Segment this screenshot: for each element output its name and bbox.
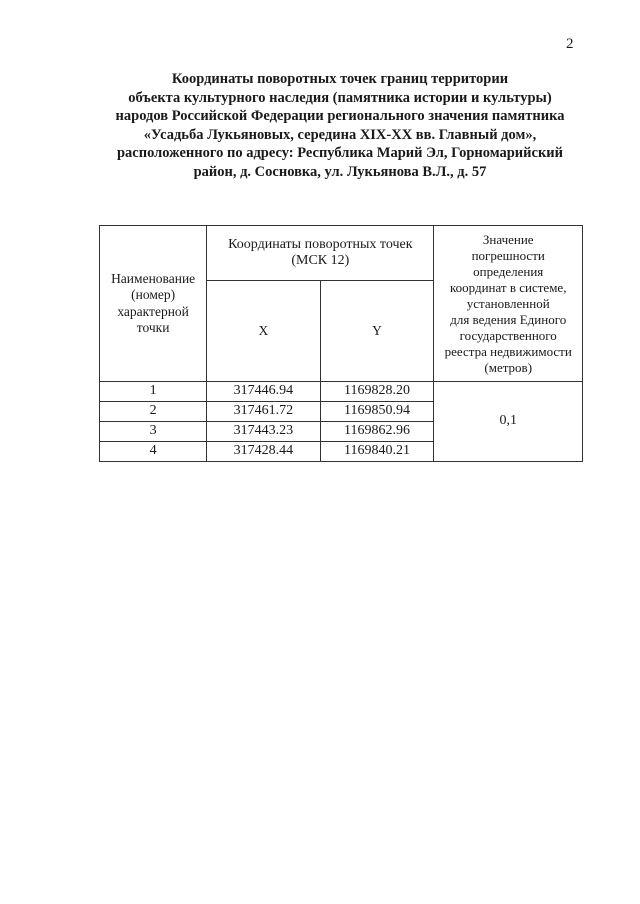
cell-y: 1169862.96 [320, 422, 434, 442]
header-y: Y [320, 281, 434, 382]
header-error-line: реестра недвижимости [444, 343, 572, 359]
cell-point: 3 [100, 422, 207, 442]
header-point-name-line: точки [136, 320, 170, 335]
title-line-6: район, д. Сосновка, ул. Лукьянова В.Л., д. 57 [193, 163, 487, 180]
header-error-line: государственного [459, 327, 557, 343]
coordinates-table [99, 225, 583, 462]
header-coordinates-line: Координаты поворотных точек [228, 236, 413, 252]
header-point-name [100, 226, 207, 382]
cell-y: 1169850.94 [320, 402, 434, 422]
title-line-3: народов Российской Федерации регионального значения памятника [115, 108, 565, 124]
header-error-line: определения [473, 263, 544, 279]
header-error-line: для ведения Единого [450, 311, 567, 327]
header-error-value [434, 226, 583, 382]
cell-point: 2 [100, 402, 207, 422]
cell-x: 317443.23 [207, 422, 320, 442]
cell-y: 1169840.21 [320, 442, 434, 462]
cell-x: 317446.94 [207, 382, 320, 402]
title-line-5: расположенного по адресу: Республика Марий Эл, Горномарийский [116, 145, 564, 161]
table-header-row [100, 226, 583, 281]
header-error-line: установленной [466, 295, 550, 311]
cell-x: 317428.44 [207, 442, 320, 462]
document-title [90, 70, 590, 181]
table-row [100, 382, 583, 402]
header-error-line: (метров) [484, 359, 533, 375]
header-error-line: погрешности [471, 247, 545, 263]
header-point-name-line: Наименование [111, 270, 196, 286]
page-number: 2 [566, 36, 574, 52]
title-line-2: объекта культурного наследия (памятника истории и культуры) [128, 89, 552, 106]
cell-point: 1 [100, 382, 207, 402]
cell-error-value: 0,1 [434, 382, 583, 462]
header-error-line: Значение [482, 231, 534, 247]
header-error-line: координат в системе, [449, 279, 567, 295]
header-coordinates-line: (МСК 12) [291, 253, 350, 268]
cell-x: 317461.72 [207, 402, 320, 422]
cell-point: 4 [100, 442, 207, 462]
header-x: X [207, 281, 320, 382]
header-point-name-line: (номер) [131, 287, 176, 302]
cell-y: 1169828.20 [320, 382, 434, 402]
header-point-name-line: характерной [117, 303, 189, 319]
title-line-1: Координаты поворотных точек границ территории [171, 71, 509, 87]
header-coordinates [207, 226, 434, 281]
title-line-4: «Усадьба Лукьяновых, середина XIX-XX вв. Главный дом», [143, 126, 537, 143]
